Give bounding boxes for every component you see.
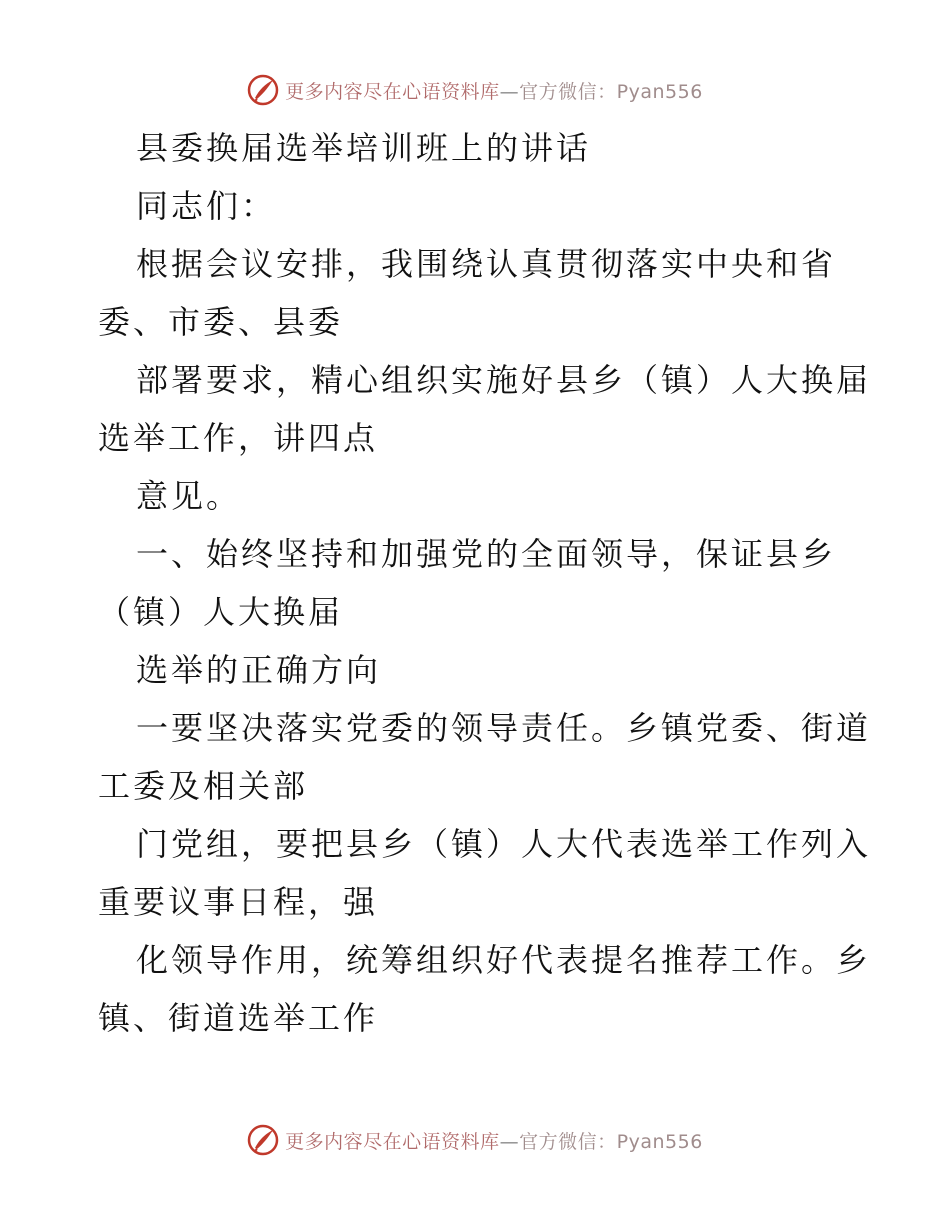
footer-watermark [0, 1120, 950, 1160]
paragraph-line: 部署要求，精心组织实施好县乡（镇）人大换届 [136, 361, 872, 399]
paragraph-line: 化领导作用，统筹组织好代表提名推荐工作。乡 [136, 941, 872, 979]
paragraph-line: 重要议事日程，强 [98, 883, 379, 921]
paragraph-line: 选举工作，讲四点 [98, 419, 379, 457]
paragraph-line: 镇、街道选举工作 [98, 999, 379, 1037]
header-watermark [0, 70, 950, 110]
paragraph-line: 根据会议安排，我围绕认真贯彻落实中央和省 [136, 245, 837, 283]
watermark-main-text: 更多内容尽在心语资料库 [285, 80, 500, 103]
section-heading-continued: 选举的正确方向 [136, 651, 382, 689]
salutation: 同志们： [136, 187, 277, 225]
quill-logo-icon [247, 1124, 279, 1156]
section-heading: 一、始终坚持和加强党的全面领导，保证县乡 [136, 535, 837, 573]
paragraph-line: 意见。 [136, 477, 242, 515]
watermark-separator: — [499, 1130, 520, 1153]
paragraph-line: 委、市委、县委 [98, 303, 344, 341]
paragraph-line: 一要坚决落实党委的领导责任。乡镇党委、街道 [136, 709, 872, 747]
watermark-wechat-text: 官方微信：Pyan556 [519, 80, 703, 103]
section-heading-continued: （镇）人大换届 [98, 593, 344, 631]
paragraph-line: 门党组，要把县乡（镇）人大代表选举工作列入 [136, 825, 872, 863]
quill-logo-icon [247, 74, 279, 106]
document-title: 县委换届选举培训班上的讲话 [136, 129, 592, 167]
paragraph-line: 工委及相关部 [98, 767, 309, 805]
watermark-main-text: 更多内容尽在心语资料库 [285, 1130, 500, 1153]
watermark-separator: — [499, 80, 520, 103]
watermark-wechat-text: 官方微信：Pyan556 [519, 1130, 703, 1153]
